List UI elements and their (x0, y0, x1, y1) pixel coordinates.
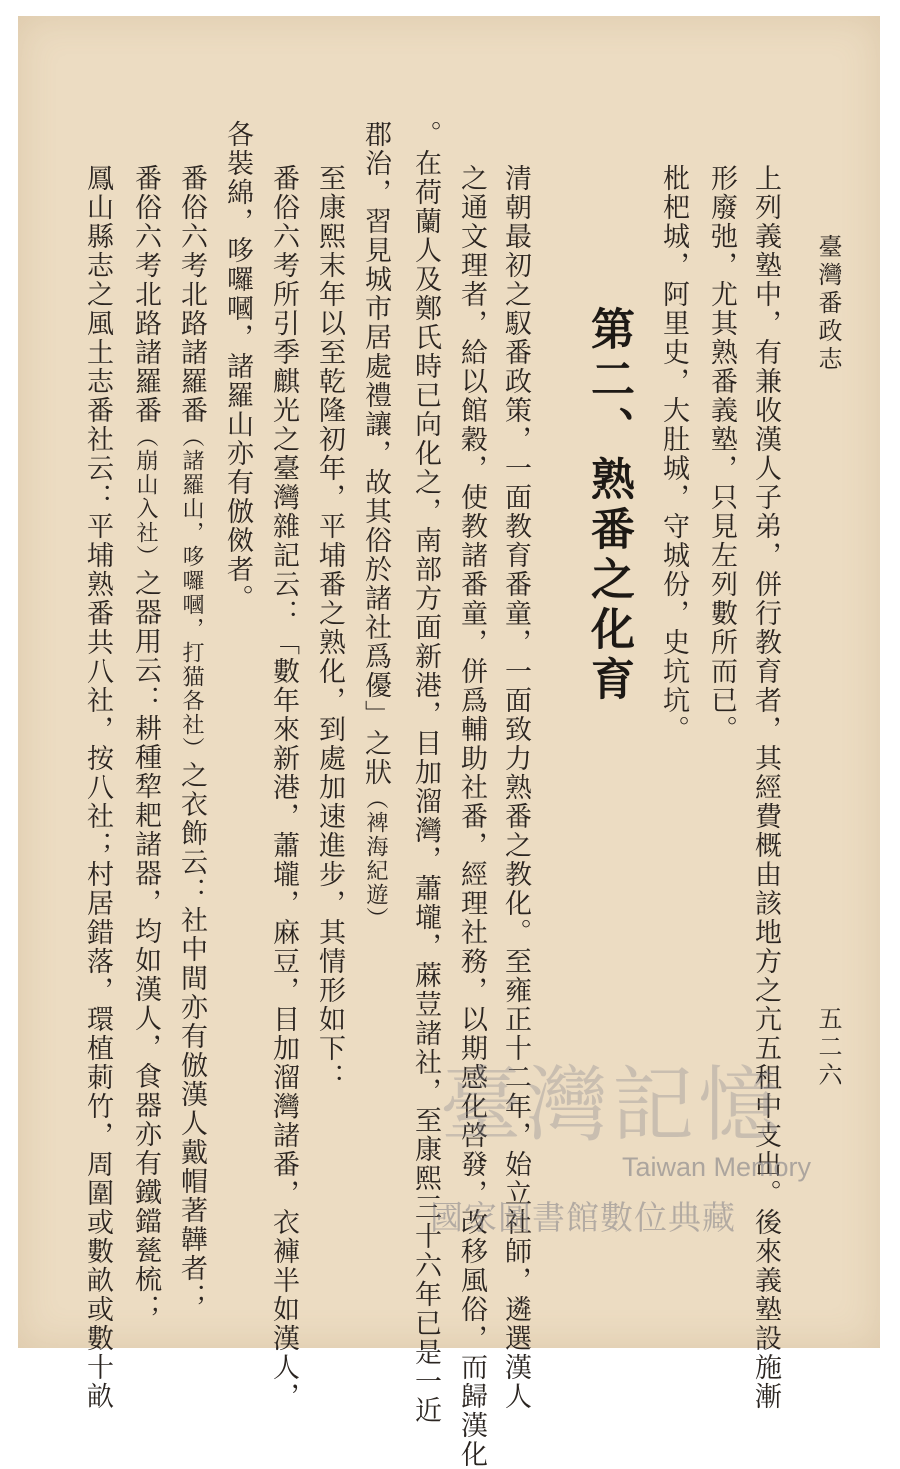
book-title: 臺灣番政志 (814, 234, 842, 374)
text-column-8: 至康熙末年以至乾隆初年，平埔番之熟化，到處加速進步，其情形如下： (314, 164, 345, 1092)
text-column-12 (130, 164, 160, 1323)
text-column-12-b: 之器用云：耕種犂耙諸器，均如漢人，食器亦有鐵鐺甆梳； (130, 569, 161, 1323)
text-column-12-a: 番俗六考北路諸羅番 (130, 164, 161, 425)
watermark-title: 臺灣記憶 (440, 1058, 785, 1153)
text-column-11-b: 之衣飾云：社中間亦有倣漢人戴帽著韡者； (176, 761, 207, 1312)
text-column-6: 。在荷蘭人及鄭氏時已向化之，南部方面新港，目加溜灣，蕭壠，蔴荳諸社，至康熙三十六年已是一近 (410, 120, 441, 1425)
text-column-11-note: （諸羅山，哆囉嘓，打猫各社） (179, 425, 204, 761)
text-column-10: 各裝綿，哆囉嘓，諸羅山亦有倣傚者。 (222, 120, 253, 613)
text-column-1: 上列義塾中，有兼收漢人子弟，併行教育者，其經費概由該地方之亢五租中支出。後來義塾設施漸 (750, 164, 781, 1411)
text-column-12-note: （崩山入社） (133, 425, 158, 569)
text-column-9: 番俗六考所引季麒光之臺灣雜記云：「數年來新港，蕭壠，麻豆，目加溜灣諸番，衣褲半如漢人， (268, 164, 299, 1411)
section-heading: 第二、熟番之化育 (583, 306, 634, 706)
text-column-4: 清朝最初之馭番政策，一面教育番童，一面致力熟番之教化。至雍正十二年，始立社師，遴選漢人 (500, 164, 531, 1411)
text-column-7-note: （裨海紀遊） (363, 787, 388, 931)
watermark-english: Taiwan Memory (622, 1152, 812, 1182)
text-column-11 (176, 164, 206, 1312)
watermark-subtitle: 國家圖書館數位典藏 (430, 1198, 736, 1237)
text-column-2: 形廢弛，尤其熟番義塾，只見左列數所而已。 (706, 164, 737, 744)
text-column-5: 之通文理者，給以館穀，使教諸番童，併爲輔助社番，經理社務，以期感化啓發，改移風俗，而歸漢化 (456, 164, 487, 1469)
text-column-7 (360, 120, 390, 931)
text-column-3: 枇杷城，阿里史，大肚城，守城份，史坑坑。 (658, 164, 689, 744)
text-column-7-main: 郡治，習見城市居處禮讓，故其俗於諸社爲優」之狀 (360, 120, 391, 787)
text-column-13: 鳳山縣志之風土志番社云：平埔熟番共八社，按八社；村居錯落，環植莿竹，周圍或數畝或數十畝 (82, 164, 113, 1411)
text-column-11-a: 番俗六考北路諸羅番 (176, 164, 207, 425)
page-number: 五二六 (814, 1006, 842, 1090)
